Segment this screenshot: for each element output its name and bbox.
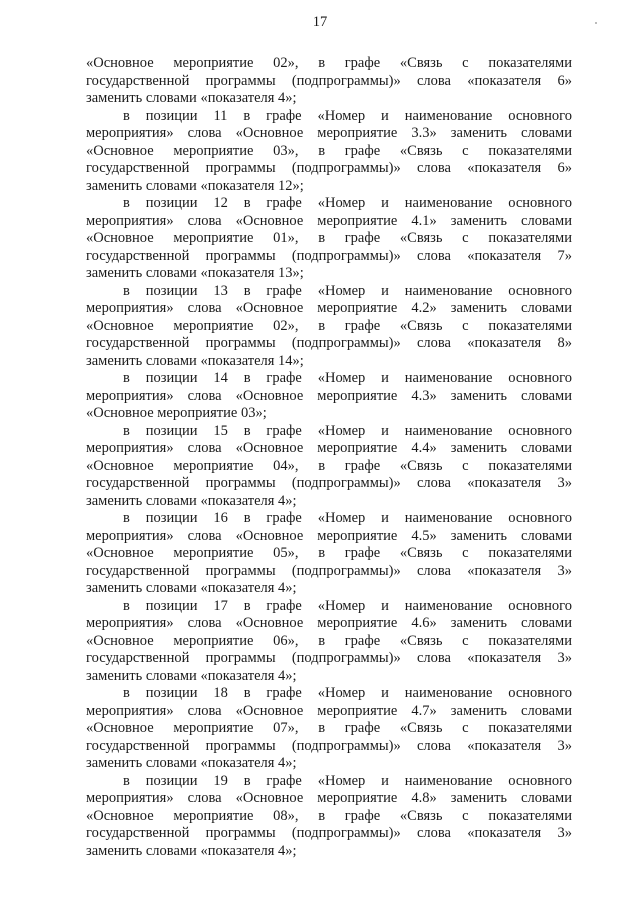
paragraph bbox=[86, 283, 572, 371]
text-line: мероприятия» слова «Основное мероприятие 4.7» заменить словами bbox=[86, 702, 572, 719]
text-line: «Основное мероприятие 06», в графе «Связь с показателями bbox=[86, 632, 572, 649]
text-line: в позиции 12 в графе «Номер и наименование основного bbox=[123, 195, 572, 211]
text-line: «Основное мероприятие 07», в графе «Связь с показателями bbox=[86, 720, 572, 736]
text-line: заменить словами «показателя 4»; bbox=[86, 667, 297, 684]
text-line: заменить словами «показателя 13»; bbox=[86, 265, 304, 281]
text-line: мероприятия» слова «Основное мероприятие 4.3» заменить словами bbox=[86, 387, 572, 404]
text-line: государственной программы (подпрограммы)» слова «показателя 3» bbox=[86, 562, 572, 579]
text-line: мероприятия» слова «Основное мероприятие 4.5» заменить словами bbox=[86, 527, 572, 544]
paragraph bbox=[86, 370, 572, 423]
text-line: «Основное мероприятие 03», в графе «Связь с показателями bbox=[86, 142, 572, 159]
text-line: заменить словами «показателя 14»; bbox=[86, 352, 304, 369]
paragraph bbox=[86, 423, 572, 511]
text-line: «Основное мероприятие 01», в графе «Связь с показателями bbox=[86, 230, 572, 246]
text-line: в позиции 18 в графе «Номер и наименование основного bbox=[123, 685, 572, 701]
text-line: государственной программы (подпрограммы)» слова «показателя 3» bbox=[86, 475, 572, 491]
text-line: в позиции 15 в графе «Номер и наименование основного bbox=[123, 422, 572, 439]
page-number: 17 bbox=[312, 14, 328, 30]
text-line: в позиции 11 в графе «Номер и наименование основного bbox=[123, 107, 572, 124]
paragraph bbox=[86, 510, 572, 598]
text-line: государственной программы (подпрограммы)» слова «показателя 7» bbox=[86, 247, 572, 264]
text-line: в позиции 19 в графе «Номер и наименование основного bbox=[123, 772, 572, 789]
text-line: государственной программы (подпрограммы)» слова «показателя 3» bbox=[86, 650, 572, 666]
text-line: заменить словами «показателя 4»; bbox=[86, 755, 297, 771]
text-line: «Основное мероприятие 04», в графе «Связь с показателями bbox=[86, 457, 572, 474]
text-line: государственной программы (подпрограммы)» слова «показателя 3» bbox=[86, 737, 572, 754]
text-line: в позиции 16 в графе «Номер и наименование основного bbox=[123, 510, 572, 526]
text-line: в позиции 14 в графе «Номер и наименование основного bbox=[123, 370, 572, 386]
text-line: «Основное мероприятие 03»; bbox=[86, 405, 267, 421]
text-line: «Основное мероприятие 02», в графе «Связь с показателями bbox=[86, 55, 572, 71]
text-line: государственной программы (подпрограммы)» слова «показателя 6» bbox=[86, 72, 572, 89]
text-line: мероприятия» слова «Основное мероприятие 4.8» заменить словами bbox=[86, 790, 572, 806]
paragraph bbox=[86, 598, 572, 686]
text-line: «Основное мероприятие 05», в графе «Связь с показателями bbox=[86, 545, 572, 561]
paragraph bbox=[86, 55, 572, 108]
text-line: заменить словами «показателя 4»; bbox=[86, 842, 297, 859]
text-line: государственной программы (подпрограммы)» слова «показателя 3» bbox=[86, 825, 572, 841]
text-line: «Основное мероприятие 08», в графе «Связь с показателями bbox=[86, 807, 572, 824]
scan-speck bbox=[595, 22, 597, 24]
paragraph bbox=[86, 685, 572, 773]
text-line: заменить словами «показателя 12»; bbox=[86, 177, 304, 194]
text-line: мероприятия» слова «Основное мероприятие 4.1» заменить словами bbox=[86, 212, 572, 229]
paragraph bbox=[86, 195, 572, 283]
text-line: мероприятия» слова «Основное мероприятие 3.3» заменить словами bbox=[86, 125, 572, 141]
paragraph bbox=[86, 108, 572, 196]
text-line: заменить словами «показателя 4»; bbox=[86, 492, 297, 509]
text-line: «Основное мероприятие 02», в графе «Связь с показателями bbox=[86, 317, 572, 334]
text-line: мероприятия» слова «Основное мероприятие 4.2» заменить словами bbox=[86, 300, 572, 316]
text-line: в позиции 17 в графе «Номер и наименование основного bbox=[123, 597, 572, 614]
text-line: заменить словами «показателя 4»; bbox=[86, 90, 297, 106]
text-line: государственной программы (подпрограммы)» слова «показателя 6» bbox=[86, 160, 572, 176]
text-line: заменить словами «показателя 4»; bbox=[86, 580, 297, 596]
paragraph bbox=[86, 773, 572, 861]
text-line: в позиции 13 в графе «Номер и наименование основного bbox=[123, 282, 572, 299]
text-line: мероприятия» слова «Основное мероприятие 4.6» заменить словами bbox=[86, 615, 572, 631]
document-body bbox=[86, 55, 572, 860]
text-line: государственной программы (подпрограммы)» слова «показателя 8» bbox=[86, 335, 572, 351]
text-line: мероприятия» слова «Основное мероприятие 4.4» заменить словами bbox=[86, 440, 572, 456]
